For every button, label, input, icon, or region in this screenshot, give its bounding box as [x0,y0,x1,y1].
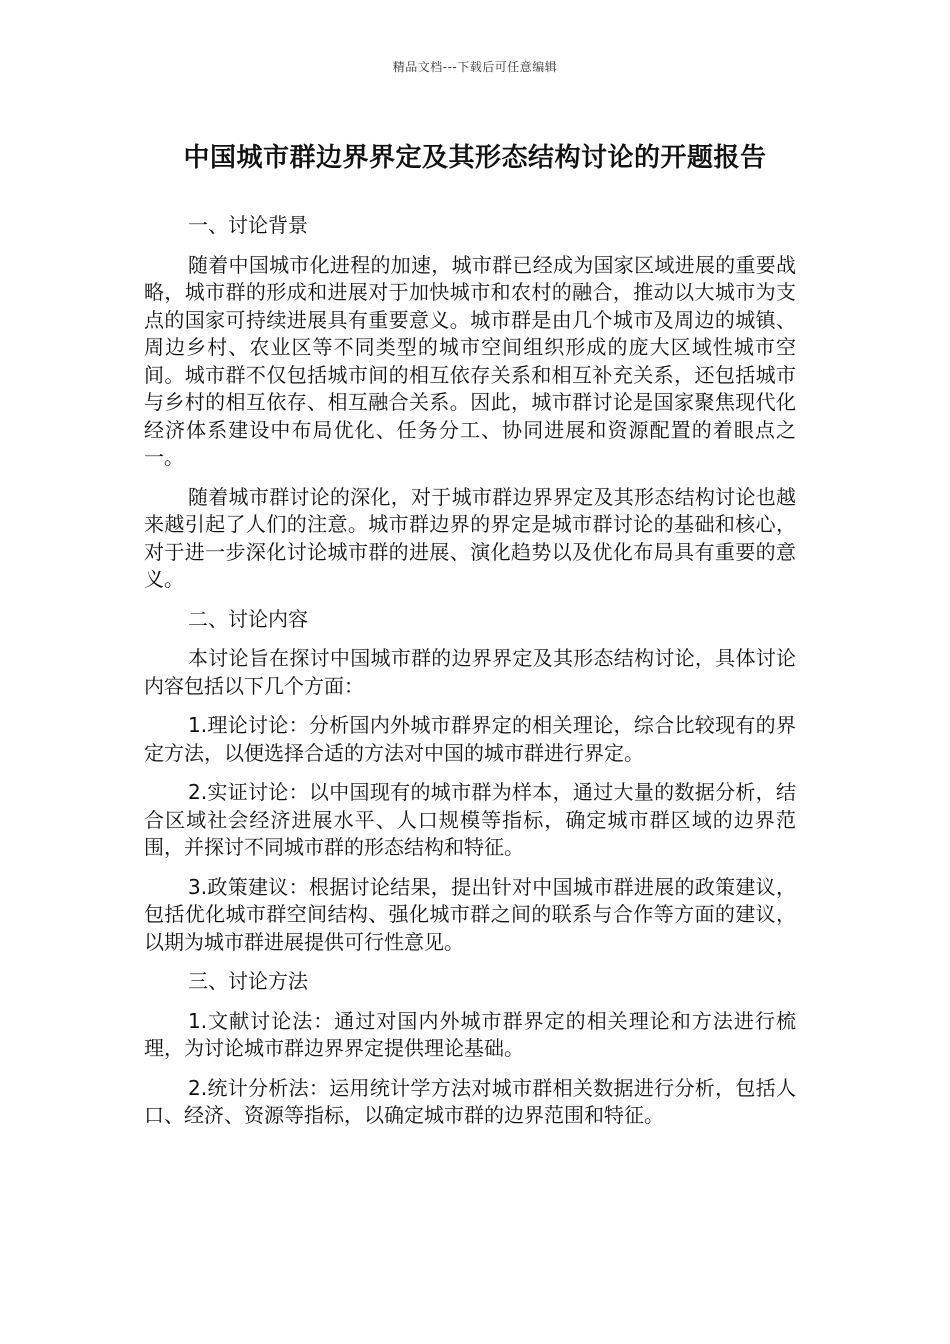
header-note: 精品文档---下载后可任意编辑 [392,60,558,74]
list-item-theory: 1.理论讨论：分析国内外城市群界定的相关理论，综合比较现有的界定方法，以便选择合适的方法对中国的城市群进行界定。 [144,713,796,765]
section-heading-methods: 三、讨论方法 [188,969,308,993]
list-item-literature-method: 1.文献讨论法：通过对国内外城市群界定的相关理论和方法进行梳理，为讨论城市群边界界定提供理论基础。 [144,1008,796,1060]
list-item-empirical: 2.实证讨论：以中国现有的城市群为样本，通过大量的数据分析，结合区域社会经济进展水平、人口规模等指标，确定城市群区域的边界范围，并探讨不同城市群的形态结构和特征。 [144,780,796,859]
section-heading-content: 二、讨论内容 [188,606,308,631]
paragraph-background-1: 随着中国城市化进程的加速，城市群已经成为国家区域进展的重要战略，城市群的形成和进展对于加快城市和农村的融合，推动以大城市为支点的国家可持续进展具有重要意义。城市群是由几个城市及周边的城镇、周边乡村、农业区等不同类型的城市空间组织形成的庞大区域性城市空间。城市群不仅包括城市间的相互依存关系和相互补充关系，还包括城市与乡村的相互依存、相互融合关系。因此，城市群讨论是国家聚焦现代化经济体系建设中布局优化、任务分工、协同进展和资源配置的着眼点之一。 [144,252,796,469]
document-title: 中国城市群边界界定及其形态结构讨论的开题报告 [183,143,767,173]
paragraph-content-intro: 本讨论旨在探讨中国城市群的边界界定及其形态结构讨论，具体讨论内容包括以下几个方面： [144,646,796,698]
list-item-statistical-method: 2.统计分析法：运用统计学方法对城市群相关数据进行分析，包括人口、经济、资源等指标，以确定城市群的边界范围和特征。 [144,1075,796,1127]
document-body [144,212,796,1142]
section-heading-background: 一、讨论背景 [188,213,308,237]
paragraph-background-2: 随着城市群讨论的深化，对于城市群边界界定及其形态结构讨论也越来越引起了人们的注意。城市群边界的界定是城市群讨论的基础和核心，对于进一步深化讨论城市群的进展、演化趋势以及优化布局具有重要的意义。 [144,484,796,591]
list-item-policy: 3.政策建议：根据讨论结果，提出针对中国城市群进展的政策建议，包括优化城市群空间结构、强化城市群之间的联系与合作等方面的建议，以期为城市群进展提供可行性意见。 [144,874,796,954]
